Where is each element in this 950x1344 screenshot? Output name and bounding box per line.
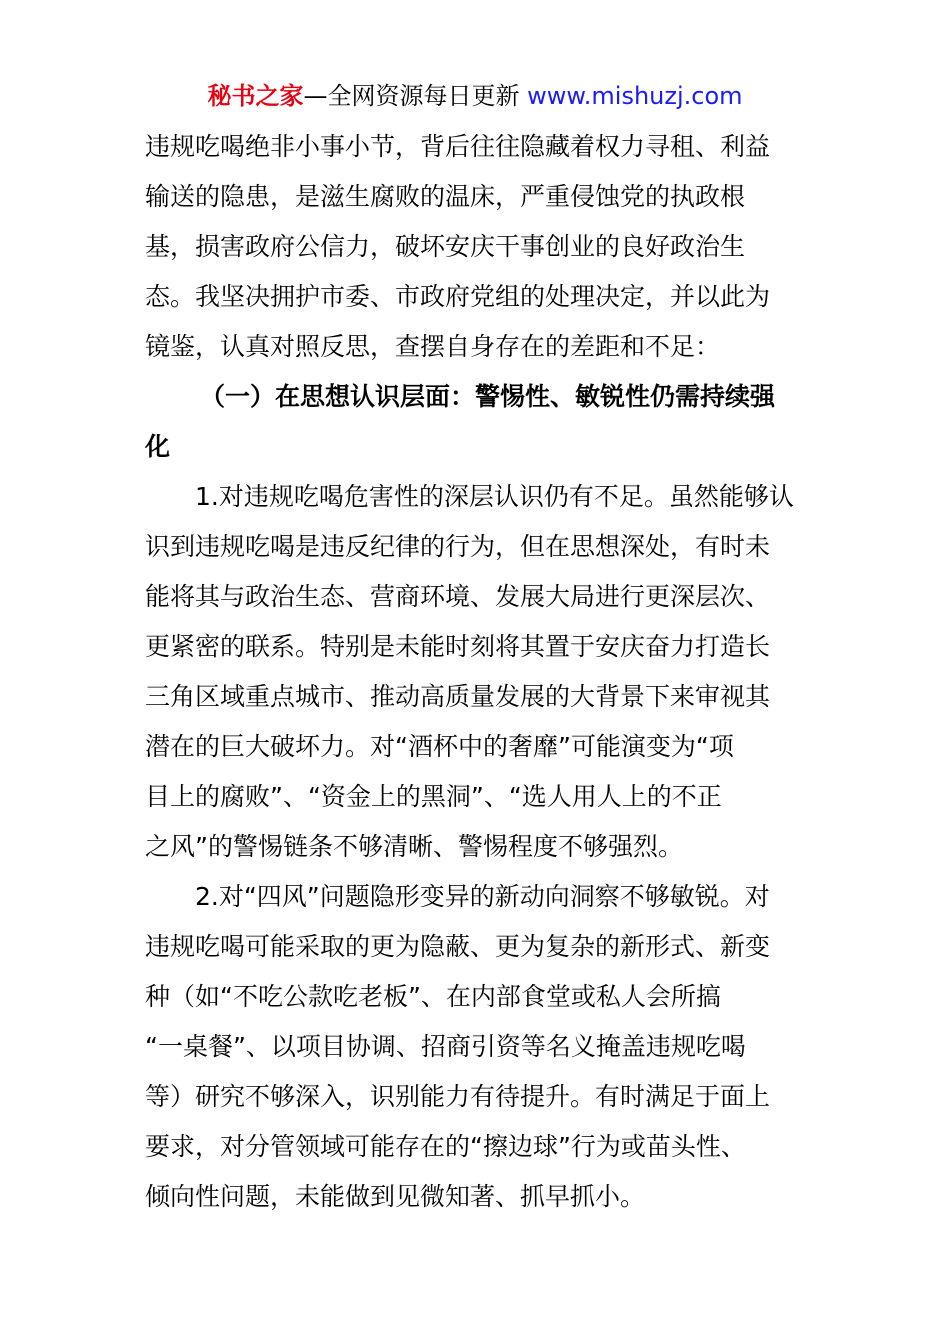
body-line: 能将其与政治生态、营商环境、发展大局进行更深层次、 bbox=[145, 582, 771, 611]
document-body bbox=[145, 122, 810, 1222]
header-brand: 秘书之家 bbox=[207, 82, 304, 110]
body-line: 基，损害政府公信力，破坏安庆干事创业的良好政治生 bbox=[145, 232, 746, 261]
section-heading-continued: 化 bbox=[145, 432, 171, 461]
header-url[interactable]: www.mishuzj.com bbox=[527, 82, 743, 110]
watermark-header bbox=[0, 80, 950, 112]
body-line: 更紧密的联系。特别是未能时刻将其置于安庆奋力打造长 bbox=[145, 632, 771, 661]
body-line: 倾向性问题，未能做到见微知著、抓早抓小。 bbox=[145, 1182, 646, 1211]
body-line: 违规吃喝可能采取的更为隐蔽、更为复杂的新形式、新变 bbox=[145, 932, 771, 961]
body-line: 种（如“不吃公款吃老板”、在内部食堂或私人会所搞 bbox=[145, 982, 721, 1011]
body-line: 目上的腐败”、“资金上的黑洞”、“选人用人上的不正 bbox=[145, 782, 722, 811]
header-tagline: —全网资源每日更新 bbox=[303, 82, 528, 110]
body-line: 等）研究不够深入，识别能力有待提升。有时满足于面上 bbox=[145, 1082, 771, 1111]
body-line: 识到违规吃喝是违反纪律的行为，但在思想深处，有时未 bbox=[145, 532, 771, 561]
body-line: 三角区域重点城市、推动高质量发展的大背景下来审视其 bbox=[145, 682, 771, 711]
section-heading: （一）在思想认识层面：警惕性、敏锐性仍需持续强 bbox=[200, 382, 776, 411]
body-line: 镜鉴，认真对照反思，查摆自身存在的差距和不足： bbox=[145, 332, 721, 361]
body-line: 输送的隐患，是滋生腐败的温床，严重侵蚀党的执政根 bbox=[145, 182, 746, 211]
body-line: 要求，对分管领域可能存在的“擦边球”行为或苗头性、 bbox=[145, 1132, 746, 1161]
body-line: 违规吃喝绝非小事小节，背后往往隐藏着权力寻租、利益 bbox=[145, 132, 771, 161]
body-line: 之风”的警惕链条不够清晰、警惕程度不够强烈。 bbox=[145, 832, 683, 861]
paragraph-1-start: 1.对违规吃喝危害性的深层认识仍有不足。虽然能够认 bbox=[195, 482, 794, 511]
body-line: “一桌餐”、以项目协调、招商引资等名义掩盖违规吃喝 bbox=[145, 1032, 746, 1061]
paragraph-2-start: 2.对“四风”问题隐形变异的新动向洞察不够敏锐。对 bbox=[195, 882, 770, 911]
body-line: 潜在的巨大破坏力。对“酒杯中的奢靡”可能演变为“项 bbox=[145, 732, 734, 761]
body-line: 态。我坚决拥护市委、市政府党组的处理决定，并以此为 bbox=[145, 282, 771, 311]
